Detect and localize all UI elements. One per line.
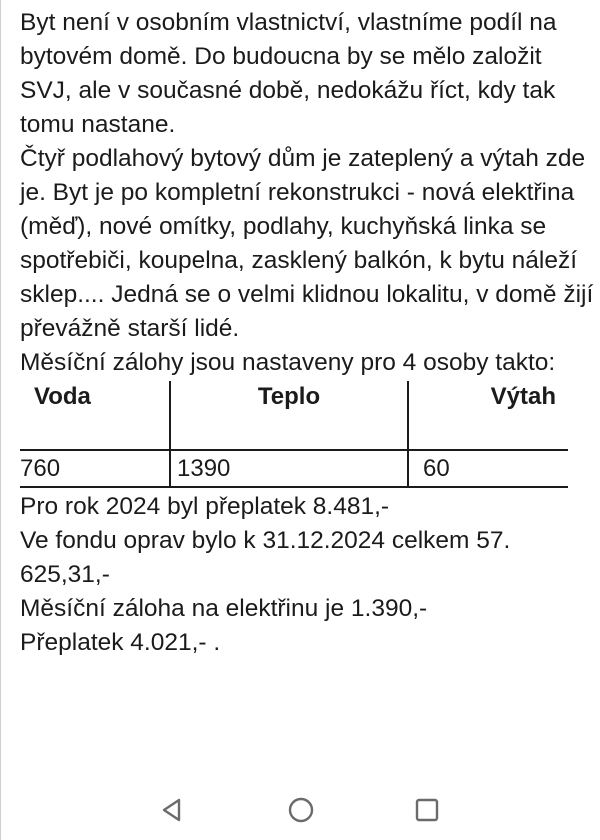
- back-triangle-icon: [159, 797, 185, 823]
- recents-square-icon: [414, 797, 440, 823]
- value-heating: 1390: [170, 450, 408, 487]
- back-button[interactable]: [152, 790, 192, 830]
- electricity-deposit: Měsíční záloha na elektřinu je 1.390,-: [20, 595, 428, 622]
- building-paragraph: Čtyř podlahový bytový dům je zateplený a výtah zde je. Byt je po kompletní rekonstrukci - nová elektřina (měď), nové omítky, podlahy, kuchyňská linka se spotřebiči, koupelna, zasklený balkón, k bytu náleží sklep.... Jedná se o velmi klidnou lokalitu, v domě žijí převážně starší lidé.: [20, 145, 594, 342]
- header-water: Voda: [20, 381, 170, 450]
- financial-notes: [20, 490, 595, 660]
- header-heating: Teplo: [170, 381, 408, 450]
- value-water: 760: [20, 450, 170, 487]
- table-row: [20, 450, 568, 487]
- listing-description: [20, 6, 595, 660]
- left-edge-divider: [0, 0, 1, 840]
- home-circle-icon: [287, 796, 315, 824]
- electricity-overpayment: Přeplatek 4.021,- .: [20, 629, 221, 656]
- value-elevator: 60: [408, 450, 568, 487]
- recents-button[interactable]: [407, 790, 447, 830]
- android-navigation-bar: [0, 776, 600, 840]
- ownership-paragraph: Byt není v osobním vlastnictví, vlastníme podíl na bytovém domě. Do budoucna by se mělo založit SVJ, ale v současné době, nedokážu říct, kdy tak tomu nastane.: [20, 9, 557, 138]
- home-button[interactable]: [281, 790, 321, 830]
- header-elevator: Výtah: [408, 381, 568, 450]
- repair-fund: Ve fondu oprav bylo k 31.12.2024 celkem 57. 625,31,-: [20, 527, 511, 588]
- deposits-intro: Měsíční zálohy jsou nastaveny pro 4 osoby takto:: [20, 349, 556, 376]
- overpayment-2024: Pro rok 2024 byl přeplatek 8.481,-: [20, 493, 390, 520]
- monthly-deposits-table: [20, 381, 568, 488]
- table-header-row: [20, 381, 568, 450]
